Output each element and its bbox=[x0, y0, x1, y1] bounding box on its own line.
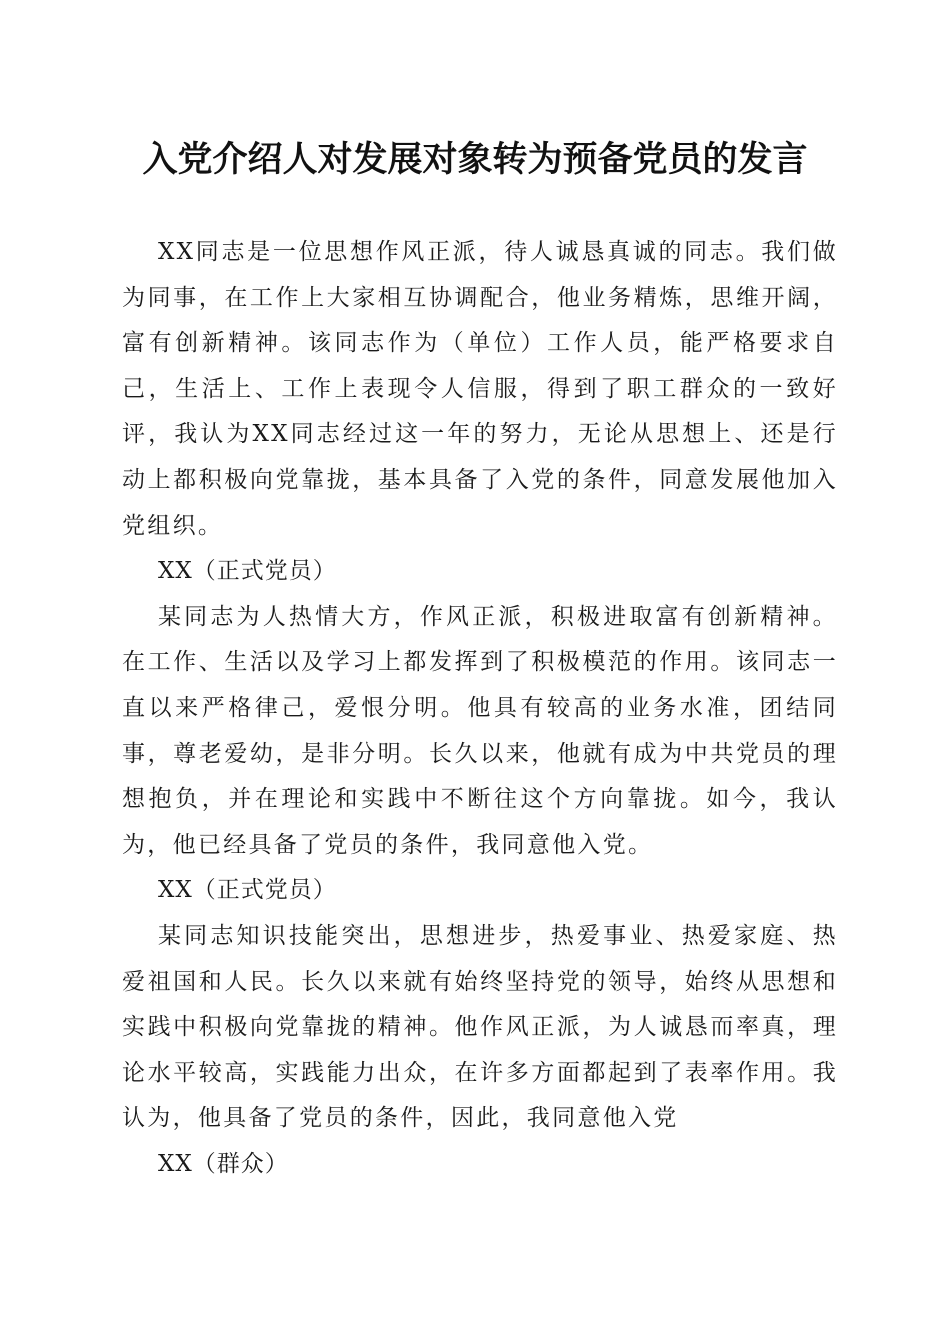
document-body bbox=[122, 230, 838, 1187]
speech-paragraph-3: 某同志知识技能突出，思想进步，热爱事业、热爱家庭、热爱祖国和人民。长久以来就有始终坚持党的领导，始终从思想和实践中积极向党靠拢的精神。他作风正派，为人诚恳而率真，理论水平较高，实践能力出众，在许多方面都起到了表率作用。我认为，他具备了党员的条件，因此，我同意他入党 bbox=[122, 922, 838, 1132]
speech-paragraph-2: 某同志为人热情大方，作风正派，积极进取富有创新精神。在工作、生活以及学习上都发挥到了积极模范的作用。该同志一直以来严格律己，爱恨分明。他具有较高的业务水准，团结同事，尊老爱幼，是非分明。长久以来，他就有成为中共党员的理想抱负，并在理论和实践中不断往这个方向靠拢。如今，我认为，他已经具备了党员的条件，我同意他入党。 bbox=[122, 603, 838, 858]
speaker-signature-3: XX（群众） bbox=[158, 1150, 289, 1177]
speaker-signature-2: XX（正式党员） bbox=[158, 877, 337, 904]
speech-paragraph-1: XX同志是一位思想作风正派，待人诚恳真诚的同志。我们做为同事，在工作上大家相互协调配合，他业务精炼，思维开阔，富有创新精神。该同志作为（单位）工作人员，能严格要求自己，生活上、工作上表现令人信服，得到了职工群众的一致好评，我认为XX同志经过这一年的努力，无论从思想上、还是行动上都积极向党靠拢，基本具备了入党的条件，同意发展他加入党组织。 bbox=[122, 239, 838, 539]
speaker-signature-1: XX（正式党员） bbox=[158, 558, 337, 585]
document-title: 入党介绍人对发展对象转为预备党员的发言 bbox=[142, 139, 808, 180]
